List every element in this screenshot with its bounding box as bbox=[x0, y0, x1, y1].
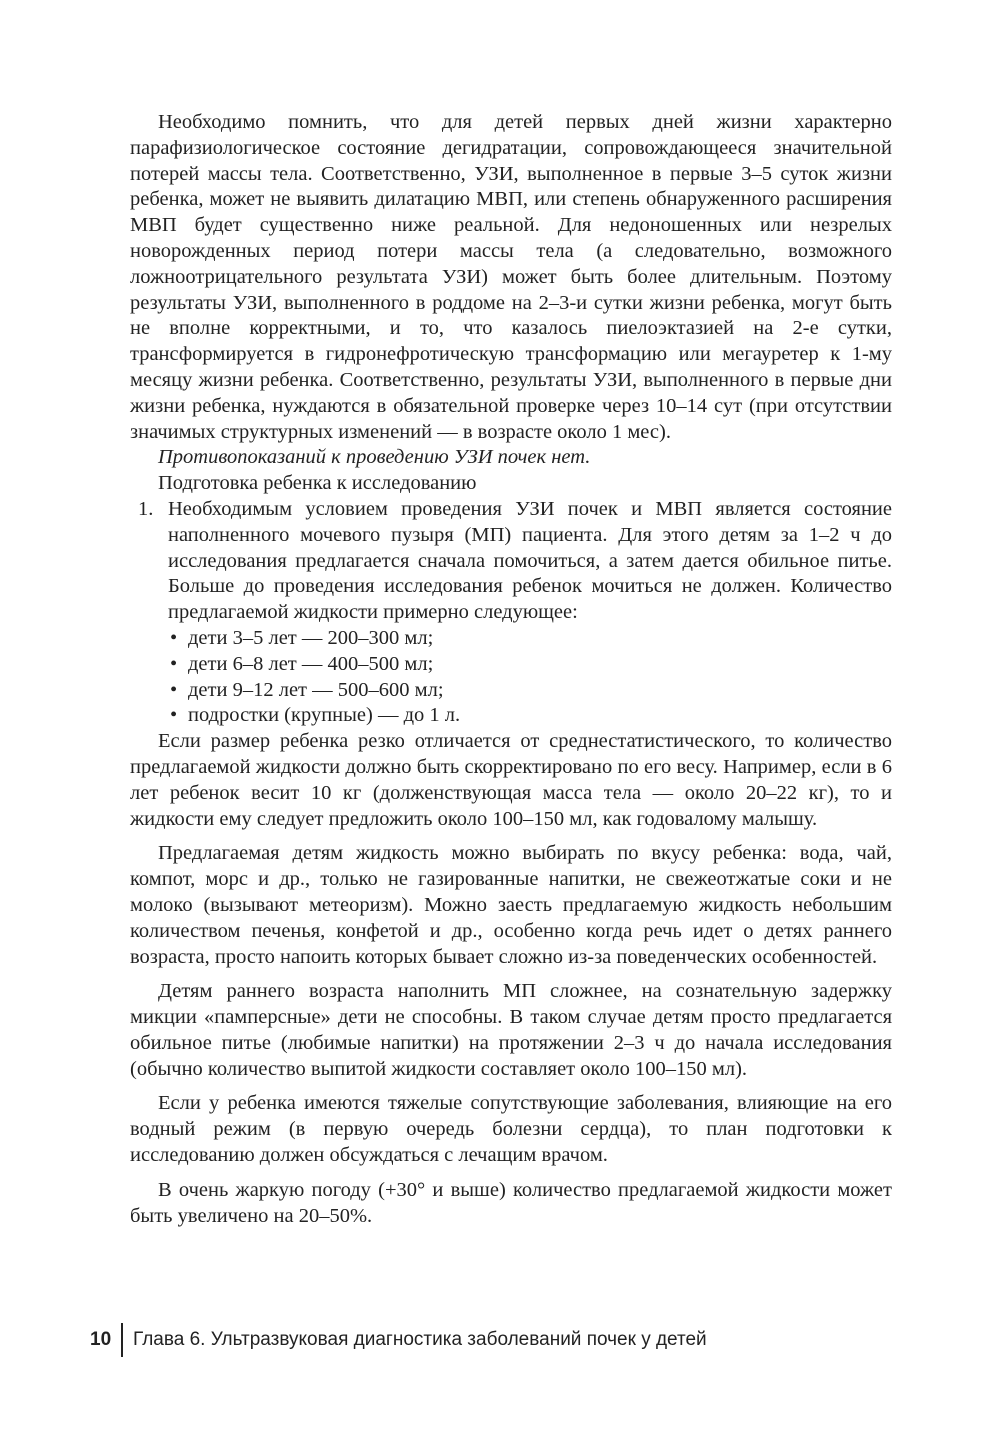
bullet-text: дети 3–5 лет — 200–300 мл; bbox=[188, 626, 434, 649]
bullet-text: дети 9–12 лет — 500–600 мл; bbox=[188, 678, 444, 701]
bullet-text: дети 6–8 лет — 400–500 мл; bbox=[188, 652, 434, 675]
bullet-icon: • bbox=[170, 626, 178, 649]
chapter-title: Глава 6. Ультразвуковая диагностика заболеваний почек у детей bbox=[133, 1329, 707, 1350]
list-number: 1. bbox=[138, 497, 154, 520]
bullet-item bbox=[168, 678, 892, 704]
text-column bbox=[130, 110, 892, 1229]
paragraph-comorbidities: Если у ребенка имеются тяжелые сопутствующие заболевания, влияющие на его водный режим (в первую очередь болезни сердца), то план подготовки к исследованию должен обсуждаться с лечащим врачом. bbox=[130, 1092, 892, 1167]
bullet-item bbox=[168, 626, 892, 652]
page-number: 10 bbox=[90, 1329, 112, 1350]
bullet-item bbox=[168, 652, 892, 678]
preparation-heading: Подготовка ребенка к исследованию bbox=[158, 472, 477, 495]
preparation-list bbox=[130, 497, 892, 729]
paragraph-liquid-choice: Предлагаемая детям жидкость можно выбирать по вкусу ребенка: вода, чай, компот, морс и др., только не газированные напитки, не свежеотжатые соки и не молоко (вызывают метеоризм). Можно заесть предлагаемую жидкость небольшим количеством печенья, конфетой и др., особенно когда речь идет о детях раннего возраста, просто напоить которых бывает сложно из-за поведенческих особенностей. bbox=[130, 842, 892, 968]
page-footer bbox=[90, 1322, 707, 1358]
paragraph-young-children: Детям раннего возраста наполнить МП сложнее, на сознательную задержку микции «памперсные» дети не способны. В таком случае детям просто предлагается обильное питье (любимые напитки) на протяжении 2–3 ч до начала исследования (обычно количество выпитой жидкости составляет около 100–150 мл). bbox=[130, 980, 892, 1080]
paragraph-weight-adjustment: Если размер ребенка резко отличается от среднестатистического, то количество предлагаемой жидкости должно быть скорректировано по его весу. Например, если в 6 лет ребенок весит 10 кг (долженствующая масса тела — около 20–22 кг), то и жидкости ему следует предложить около 100–150 мл, как годовалому малышу. bbox=[130, 730, 892, 830]
footer-divider bbox=[121, 1323, 123, 1357]
bullet-item bbox=[168, 703, 892, 729]
fluid-volume-list bbox=[168, 626, 892, 729]
contraindications-line: Противопоказаний к проведению УЗИ почек нет. bbox=[158, 446, 591, 469]
bullet-icon: • bbox=[170, 704, 178, 727]
bullet-icon: • bbox=[170, 652, 178, 675]
list-item bbox=[130, 497, 892, 729]
bullet-icon: • bbox=[170, 678, 178, 701]
page-body bbox=[130, 110, 892, 1310]
paragraph-hot-weather: В очень жаркую погоду (+30° и выше) количество предлагаемой жидкости может быть увеличено на 20–50%. bbox=[130, 1178, 892, 1227]
list-item-text: Необходимым условием проведения УЗИ почек и МВП является состояние наполненного мочевого пузыря (МП) пациента. Для этого детям за 1–2 ч до исследования предлагается сначала помочиться, а затем дается обильное питье. Больше до проведения исследования ребенок мочиться не должен. Количество предлагаемой жидкости примерно следующее: bbox=[168, 497, 892, 624]
bullet-text: подростки (крупные) — до 1 л. bbox=[188, 704, 461, 727]
paragraph-dehydration: Необходимо помнить, что для детей первых дней жизни характерно парафизиологическое состояние дегидратации, сопровождающееся значительной потерей массы тела. Соответственно, УЗИ, выполненное в первые 3–5 суток жизни ребенка, может не выявить дилатацию МВП, или степень обнаруженного расширения МВП будет существенно ниже реальной. Для недоношенных или незрелых новорожденных период потери массы тела (а следовательно, возможного ложноотрицательного результата УЗИ) может быть более длительным. Поэтому результаты УЗИ, выполненного в роддоме на 2–3-и сутки жизни ребенка, могут быть не вполне корректными, и то, что казалось пиелоэктазией на 2-е сутки, трансформируется в гидронефротическую трансформацию или мегауретер к 1-му месяцу жизни ребенка. Соответственно, результаты УЗИ, выполненного в первые дни жизни ребенка, нуждаются в обязательной проверке через 10–14 сут (при отсутствии значимых структурных изменений — в возрасте около 1 мес). bbox=[130, 111, 892, 443]
